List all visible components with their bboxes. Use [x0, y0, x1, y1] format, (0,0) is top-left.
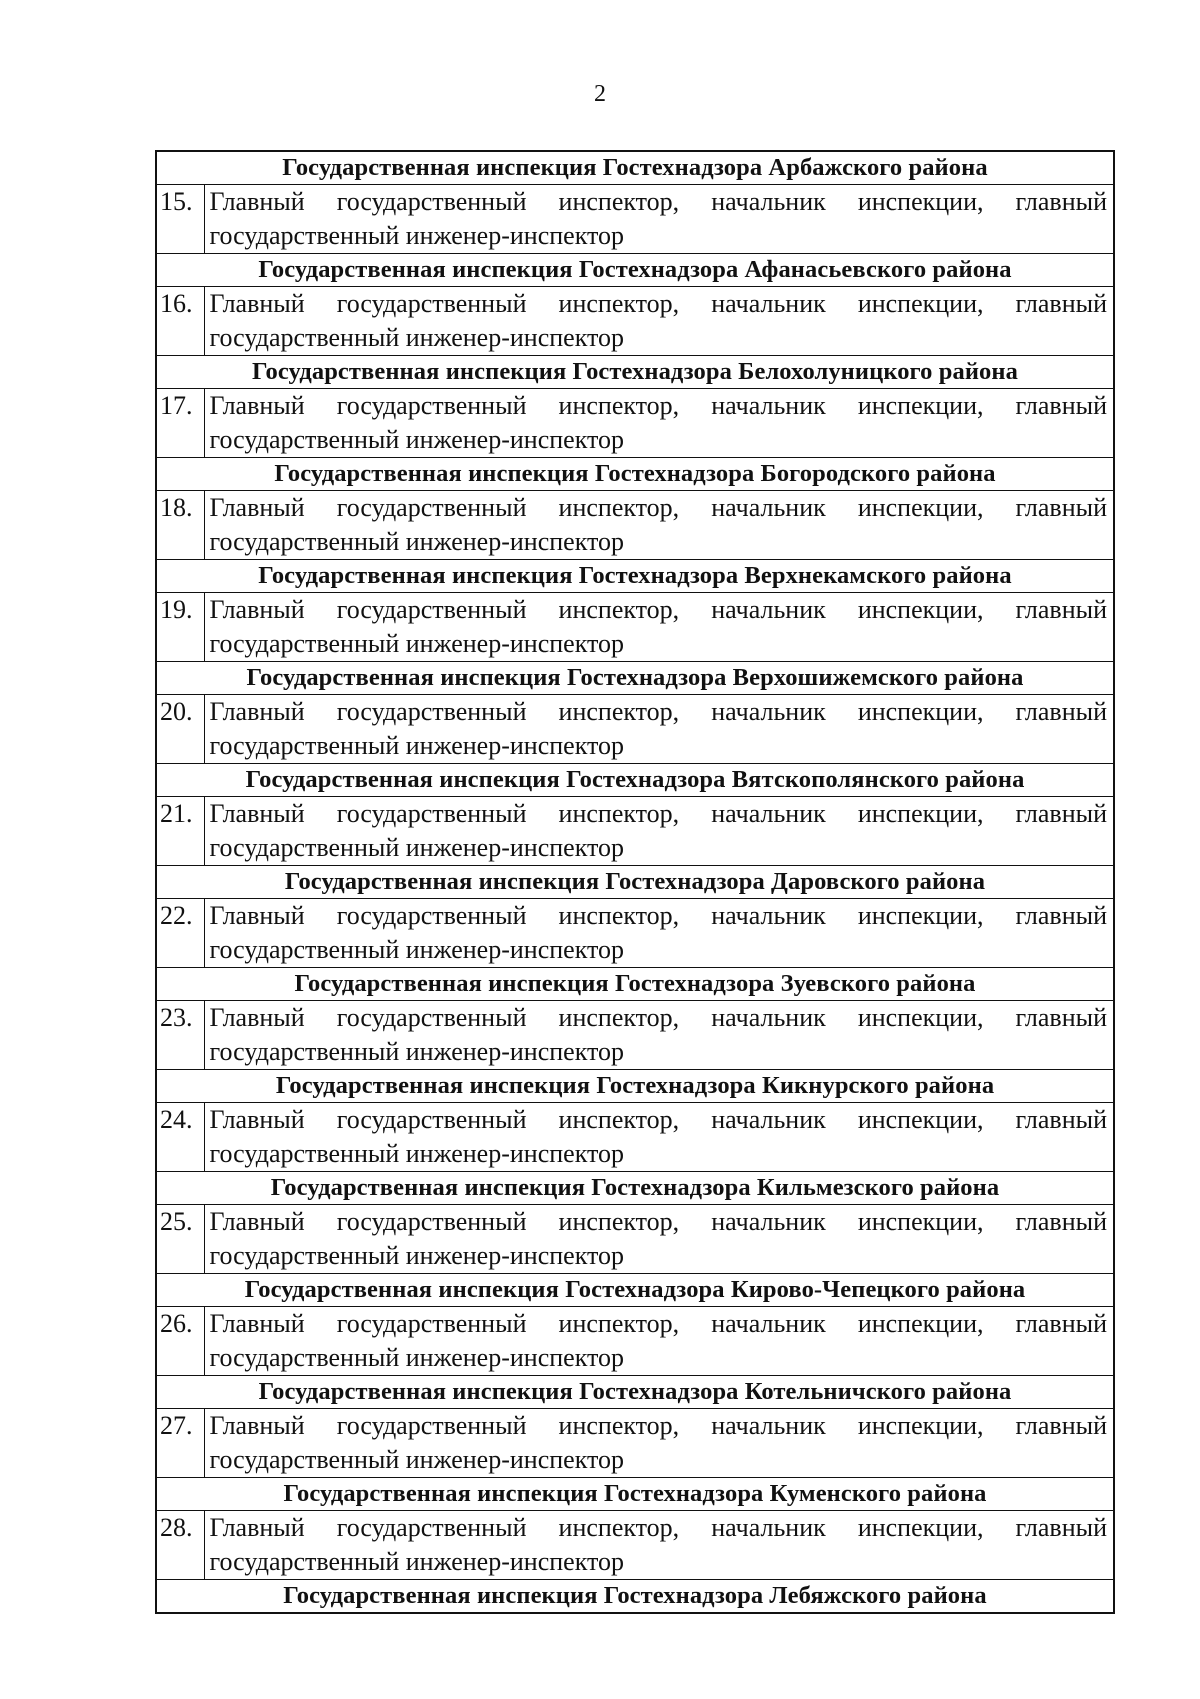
- row-number: 15.: [156, 185, 204, 254]
- table-row: [156, 491, 1114, 560]
- section-heading-row: [156, 764, 1114, 797]
- section-heading-row: [156, 1172, 1114, 1205]
- position-title-line-2: государственный инженер-инспектор: [209, 1139, 625, 1168]
- section-heading-row: [156, 968, 1114, 1001]
- row-number: 24.: [156, 1103, 204, 1172]
- section-heading-row: [156, 1070, 1114, 1103]
- row-number: 19.: [156, 593, 204, 662]
- section-heading: Государственная инспекция Гостехнадзора Котельничского района: [156, 1376, 1114, 1409]
- position-title: [204, 491, 1114, 560]
- row-number: 23.: [156, 1001, 204, 1070]
- section-heading-row: [156, 866, 1114, 899]
- position-title-line-1: Главный государственный инспектор, начальник инспекции, главный: [209, 1309, 1107, 1338]
- position-title: [204, 1409, 1114, 1478]
- section-heading: Государственная инспекция Гостехнадзора Куменского района: [156, 1478, 1114, 1511]
- row-number: 16.: [156, 287, 204, 356]
- position-title-line-1: Главный государственный инспектор, начальник инспекции, главный: [209, 493, 1107, 522]
- position-title-line-1: Главный государственный инспектор, начальник инспекции, главный: [209, 901, 1107, 930]
- section-heading-row: [156, 1274, 1114, 1307]
- row-number: 27.: [156, 1409, 204, 1478]
- section-heading: Государственная инспекция Гостехнадзора Кирово-Чепецкого района: [156, 1274, 1114, 1307]
- row-number: 22.: [156, 899, 204, 968]
- table-row: [156, 695, 1114, 764]
- row-number: 20.: [156, 695, 204, 764]
- section-heading: Государственная инспекция Гостехнадзора Арбажского района: [156, 151, 1114, 185]
- position-title-line-1: Главный государственный инспектор, начальник инспекции, главный: [209, 799, 1107, 828]
- row-number: 26.: [156, 1307, 204, 1376]
- position-title: [204, 1307, 1114, 1376]
- section-heading: Государственная инспекция Гостехнадзора Вятскополянского района: [156, 764, 1114, 797]
- row-number: 17.: [156, 389, 204, 458]
- position-title-line-2: государственный инженер-инспектор: [209, 731, 625, 760]
- position-title: [204, 1205, 1114, 1274]
- section-heading: Государственная инспекция Гостехнадзора Даровского района: [156, 866, 1114, 899]
- position-title-line-2: государственный инженер-инспектор: [209, 1343, 625, 1372]
- table-row: [156, 287, 1114, 356]
- section-heading-row: [156, 662, 1114, 695]
- position-title: [204, 185, 1114, 254]
- position-title-line-2: государственный инженер-инспектор: [209, 221, 625, 250]
- row-number: 28.: [156, 1511, 204, 1580]
- section-heading-row: [156, 254, 1114, 287]
- position-title-line-1: Главный государственный инспектор, начальник инспекции, главный: [209, 1105, 1107, 1134]
- position-title-line-1: Главный государственный инспектор, начальник инспекции, главный: [209, 1207, 1107, 1236]
- table-row: [156, 1307, 1114, 1376]
- section-heading-row: [156, 560, 1114, 593]
- section-heading: Государственная инспекция Гостехнадзора Богородского района: [156, 458, 1114, 491]
- position-title-line-1: Главный государственный инспектор, начальник инспекции, главный: [209, 1411, 1107, 1440]
- position-title-line-2: государственный инженер-инспектор: [209, 527, 625, 556]
- position-title-line-2: государственный инженер-инспектор: [209, 1547, 625, 1576]
- section-heading: Государственная инспекция Гостехнадзора Верхнекамского района: [156, 560, 1114, 593]
- row-number: 18.: [156, 491, 204, 560]
- position-title-line-1: Главный государственный инспектор, начальник инспекции, главный: [209, 187, 1107, 216]
- table-row: [156, 1103, 1114, 1172]
- position-title-line-1: Главный государственный инспектор, начальник инспекции, главный: [209, 391, 1107, 420]
- table-row: [156, 185, 1114, 254]
- section-heading: Государственная инспекция Гостехнадзора Белохолуницкого района: [156, 356, 1114, 389]
- table-row: [156, 1409, 1114, 1478]
- table-row: [156, 899, 1114, 968]
- table-row: [156, 797, 1114, 866]
- position-title: [204, 1001, 1114, 1070]
- position-title-line-2: государственный инженер-инспектор: [209, 323, 625, 352]
- position-title-line-2: государственный инженер-инспектор: [209, 833, 625, 862]
- position-title-line-1: Главный государственный инспектор, начальник инспекции, главный: [209, 1513, 1107, 1542]
- table-row: [156, 1205, 1114, 1274]
- position-title: [204, 899, 1114, 968]
- section-heading: Государственная инспекция Гостехнадзора Кикнурского района: [156, 1070, 1114, 1103]
- position-title: [204, 593, 1114, 662]
- positions-table: [155, 150, 1115, 1614]
- section-heading-row: [156, 1376, 1114, 1409]
- row-number: 21.: [156, 797, 204, 866]
- section-heading-row: [156, 1478, 1114, 1511]
- position-title: [204, 287, 1114, 356]
- section-heading-row: [156, 458, 1114, 491]
- position-title: [204, 695, 1114, 764]
- positions-table-body: [156, 151, 1114, 1613]
- section-heading-row: [156, 151, 1114, 185]
- table-row: [156, 1001, 1114, 1070]
- table-row: [156, 593, 1114, 662]
- position-title: [204, 1103, 1114, 1172]
- position-title-line-1: Главный государственный инспектор, начальник инспекции, главный: [209, 697, 1107, 726]
- position-title-line-1: Главный государственный инспектор, начальник инспекции, главный: [209, 289, 1107, 318]
- section-heading-row: [156, 356, 1114, 389]
- table-row: [156, 1511, 1114, 1580]
- position-title-line-1: Главный государственный инспектор, начальник инспекции, главный: [209, 1003, 1107, 1032]
- position-title-line-2: государственный инженер-инспектор: [209, 425, 625, 454]
- page-number: 2: [594, 81, 606, 107]
- position-title-line-2: государственный инженер-инспектор: [209, 629, 625, 658]
- row-number: 25.: [156, 1205, 204, 1274]
- section-heading: Государственная инспекция Гостехнадзора Зуевского района: [156, 968, 1114, 1001]
- position-title: [204, 389, 1114, 458]
- position-title-line-2: государственный инженер-инспектор: [209, 935, 625, 964]
- table-row: [156, 389, 1114, 458]
- position-title-line-2: государственный инженер-инспектор: [209, 1241, 625, 1270]
- section-heading: Государственная инспекция Гостехнадзора Кильмезского района: [156, 1172, 1114, 1205]
- section-heading: Государственная инспекция Гостехнадзора Лебяжского района: [156, 1580, 1114, 1614]
- position-title-line-2: государственный инженер-инспектор: [209, 1445, 625, 1474]
- position-title-line-1: Главный государственный инспектор, начальник инспекции, главный: [209, 595, 1107, 624]
- section-heading: Государственная инспекция Гостехнадзора Верхошижемского района: [156, 662, 1114, 695]
- section-heading: Государственная инспекция Гостехнадзора Афанасьевского района: [156, 254, 1114, 287]
- section-heading-row: [156, 1580, 1114, 1614]
- position-title-line-2: государственный инженер-инспектор: [209, 1037, 625, 1066]
- position-title: [204, 797, 1114, 866]
- position-title: [204, 1511, 1114, 1580]
